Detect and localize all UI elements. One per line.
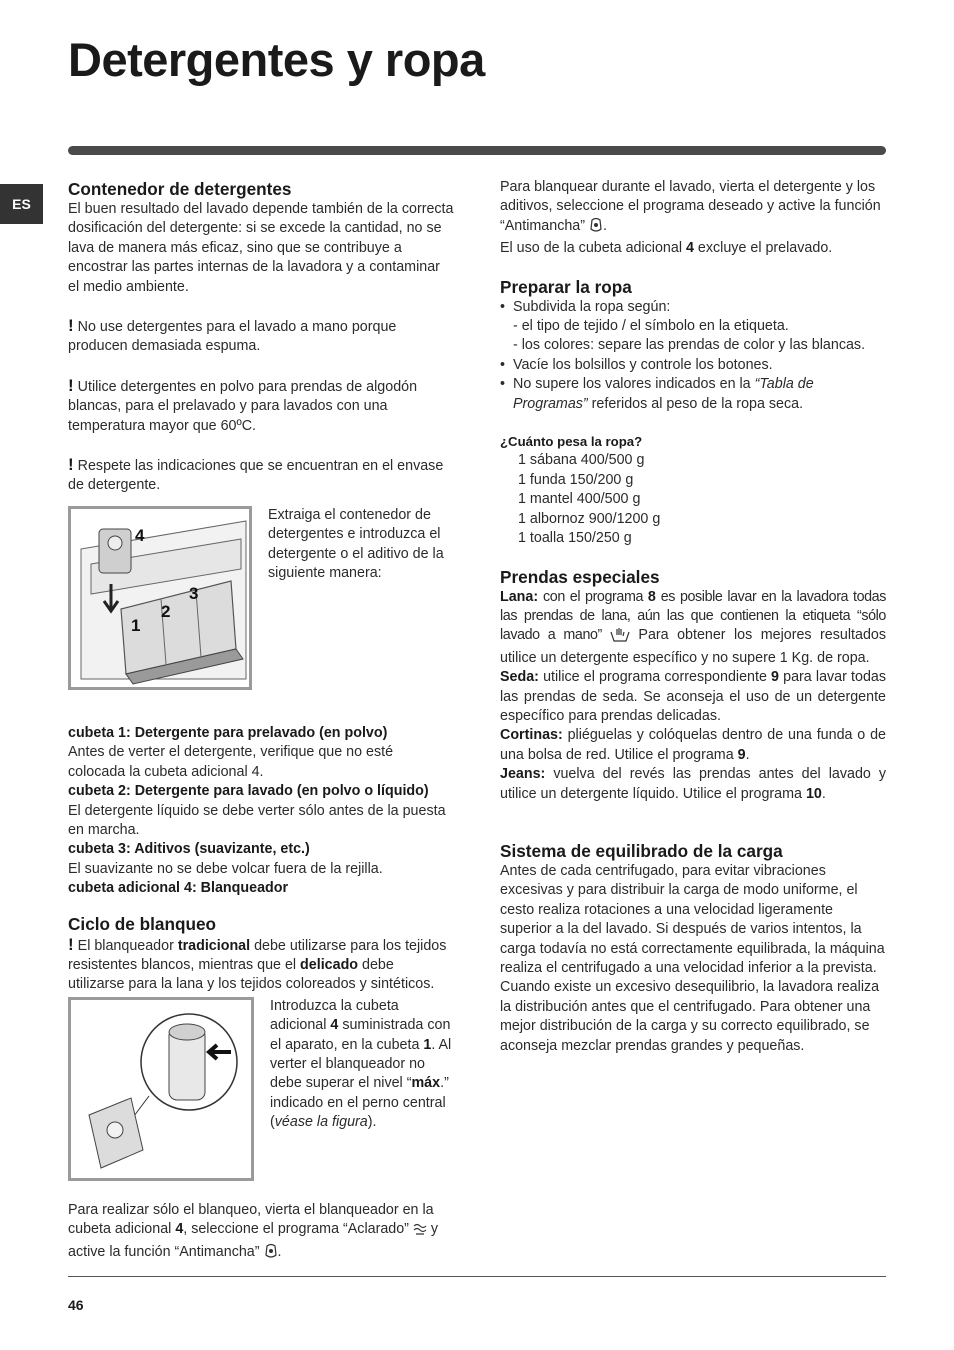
- weight-item: 1 toalla 150/250 g: [518, 530, 632, 547]
- warning-icon: !: [68, 455, 74, 475]
- cubeta-2-text: El detergente líquido se debe verter sólo antes de la puesta en marcha.: [68, 802, 446, 838]
- section-title-preparar: Preparar la ropa: [500, 276, 632, 297]
- bleach-only-instructions: Para realizar sólo el blanqueo, vierta el blanqueador en la cubeta adicional 4, seleccione el programa “Aclarado” y active la función “Antimancha” .: [68, 1201, 454, 1265]
- language-tab: ES: [0, 184, 43, 224]
- cubeta-1-text: Antes de verter el detergente, verifique que no esté colocada la cubeta adicional 4.: [68, 744, 394, 780]
- list-item: • Subdivida la ropa según: - el tipo de tejido / el símbolo en la etiqueta. - los colores: separe las prendas de color y las blancas.: [500, 298, 886, 356]
- cubeta-4-label: cubeta adicional 4: Blanqueador: [68, 880, 289, 897]
- left-column: [68, 178, 454, 1265]
- weight-heading: ¿Cuánto pesa la ropa?: [500, 434, 643, 450]
- list-subitem: - los colores: separe las prendas de color y las blancas.: [513, 337, 866, 354]
- drawer-label-4: 4: [135, 525, 145, 545]
- right-column: [500, 178, 886, 1056]
- warning-3: ! Respete las indicaciones que se encuentran en el envase de detergente.: [68, 455, 444, 494]
- page-number: 46: [68, 1297, 84, 1313]
- bleach-cup-figure: [68, 997, 254, 1181]
- detergent-drawer-figure: [68, 506, 252, 690]
- cubeta-1-label: cubeta 1: Detergente para prelavado (en polvo): [68, 724, 388, 741]
- section-title-contenedor: Contenedor de detergentes: [68, 179, 292, 199]
- cubeta-3-label: cubeta 3: Aditivos (suavizante, etc.): [68, 841, 310, 858]
- drawer-label-2: 2: [161, 601, 171, 621]
- jeans-paragraph: Jeans: vuelva del revés las prendas antes del lavado y utilice un detergente líquido. Utilice el programa 10.: [500, 766, 886, 802]
- stain-icon: [264, 1243, 278, 1265]
- title-rule: [68, 146, 886, 155]
- seda-paragraph: Seda: utilice el programa correspondiente 9 para lavar todas las prendas de seda. Se aconseja el uso de un detergente específico para prendas delicadas.: [500, 669, 886, 724]
- hand-wash-icon: [610, 626, 630, 648]
- warning-icon: !: [68, 316, 74, 336]
- weight-item: 1 mantel 400/500 g: [518, 491, 641, 508]
- drawer-label-3: 3: [189, 583, 199, 603]
- warning-icon: !: [68, 375, 74, 395]
- blanqueo-warning: ! El blanqueador tradicional debe utilizarse para los tejidos resistentes blancos, mientras que el delicado debe utilizarse para la lana y los tejidos coloreados y sintéticos.: [68, 934, 447, 993]
- drawer-label-1: 1: [131, 615, 141, 635]
- bleach-during-wash: Para blanquear durante el lavado, vierta el detergente y los aditivos, seleccione el programa deseado y active la función “Antimancha” .: [500, 178, 886, 239]
- section-title-blanqueo: Ciclo de blanqueo: [68, 913, 217, 934]
- contenedor-intro: El buen resultado del lavado depende también de la correcta dosificación del detergente: si se excede la cantidad, no se lava de manera más eficaz, sino que se contribuye a encostrar las partes internas de la lavadora y a contaminar el medio ambiente.: [68, 201, 454, 295]
- stain-icon: [589, 217, 603, 239]
- cubeta-3-text: El suavizante no se debe volcar fuera de la rejilla.: [68, 860, 383, 877]
- equilibrado-text: Antes de cada centrifugado, para evitar vibraciones excesivas y para distribuir la carga de modo uniforme, el cesto realiza rotaciones a una velocidad ligeramente superior a la del lavado. Si después de varios intentos, la carga todavía no está correctamente equilibrada, la máquina realiza el centrifugado a una velocidad inferior a la prevista. Cuando existe un excesivo desequilibrio, la lavadora realiza la distribución antes que el centrifugado. Para obtener una mejor distribución de la carga y su correcto equilibrado, se aconseja mezclar prendas grandes y pequeñas.: [500, 862, 885, 1054]
- section-title-equilibrado: Sistema de equilibrado de la carga: [500, 840, 783, 861]
- footer-rule: [68, 1276, 886, 1277]
- list-item: • No supere los valores indicados en la “Tabla de Programas” referidos al peso de la ropa seca.: [500, 375, 886, 414]
- weight-item: 1 sábana 400/500 g: [518, 452, 645, 469]
- preparar-list: [500, 298, 886, 414]
- bleach-figure-instructions: Introduzca la cubeta adicional 4 suministrada con el aparato, en la cubeta 1. Al verter el blanqueador no debe superar el nivel “máx.” indicado en el perno central (véase la figura).: [270, 997, 452, 1131]
- figure-instructions: Extraiga el contenedor de detergentes e introduzca el detergente o el aditivo de la siguiente manera:: [268, 506, 444, 582]
- weight-list: [500, 451, 886, 548]
- list-subitem: - el tipo de tejido / el símbolo en la etiqueta.: [513, 318, 789, 335]
- warning-icon: !: [68, 934, 74, 954]
- page-title: Detergentes y ropa: [68, 33, 485, 86]
- lana-paragraph: Lana: con el programa 8 es posible lavar en la lavadora todas las prendas de lana, aún las que contienen la etiqueta “sólo lavado a mano” Para obtener los mejores resultados utilice un detergente específico y no supere 1 Kg. de ropa.: [500, 588, 886, 666]
- weight-item: 1 funda 150/200 g: [518, 471, 634, 488]
- section-title-especiales: Prendas especiales: [500, 566, 660, 587]
- warning-1: ! No use detergentes para el lavado a mano porque producen demasiada espuma.: [68, 316, 397, 355]
- additional-cup-note: El uso de la cubeta adicional 4 excluye el prelavado.: [500, 240, 833, 257]
- list-item: • Vacíe los bolsillos y controle los botones.: [500, 356, 886, 375]
- cortinas-paragraph: Cortinas: pliéguelas y colóquelas dentro de una funda o de una bolsa de red. Utilice el programa 9.: [500, 727, 886, 763]
- weight-item: 1 albornoz 900/1200 g: [518, 510, 661, 527]
- cubeta-2-label: cubeta 2: Detergente para lavado (en polvo o líquido): [68, 783, 429, 800]
- warning-2: ! Utilice detergentes en polvo para prendas de algodón blancas, para el prelavado y para lavados con una temperatura mayor que 60ºC.: [68, 375, 418, 434]
- rinse-icon: [413, 1222, 427, 1242]
